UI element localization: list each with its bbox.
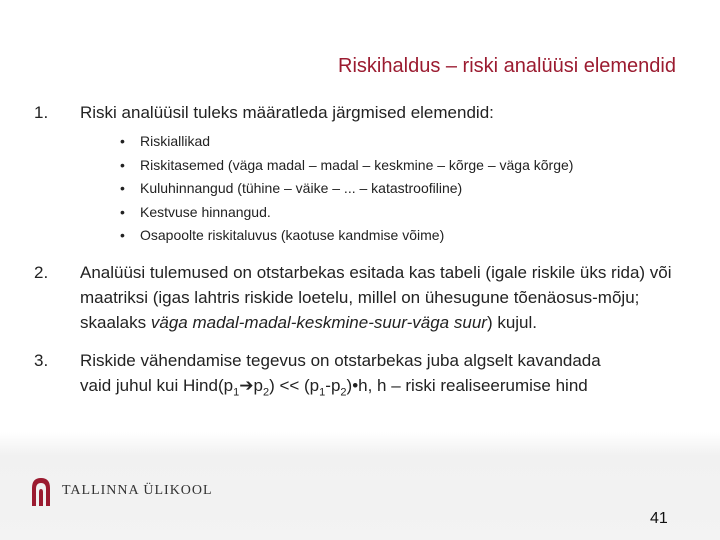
list-item-1: [34, 100, 694, 260]
bullet-icon: •: [120, 203, 125, 220]
sub-item-text: Osapoolte riskitaluvus (kaotuse kandmise võime): [140, 227, 445, 243]
bullet-icon: •: [120, 133, 125, 149]
list-number-3: 3.: [34, 350, 49, 370]
list-item-3-text: [80, 348, 694, 398]
sub-item-text: Kuluhinnangud (tühine – väike – ... – katastroofiline): [140, 180, 463, 196]
scale-text: väga madal-madal-keskmine-suur-väga suur: [150, 312, 487, 332]
sub-item-text: Riskitasemed (väga madal – madal – keskmine – kõrge – väga kõrge): [140, 156, 574, 173]
list-number-1: 1.: [34, 103, 49, 122]
subscript: 1: [319, 385, 326, 398]
page-number: 41: [650, 510, 668, 527]
list-item-1-text: Riski analüüsil tuleks määratleda järgmised elemendid:: [80, 103, 494, 122]
list-item-1-body: [80, 100, 694, 260]
slide-content: [34, 100, 694, 398]
list-item-2: [34, 260, 694, 335]
formula-part: ) << (p: [269, 375, 320, 395]
list-item-2-text: [80, 260, 694, 335]
logo-text: TALLINNA ÜLIKOOL: [62, 483, 213, 498]
subscript: 2: [340, 385, 347, 398]
sub-item-text: Riskiallikad: [140, 133, 211, 149]
list-number-2: 2.: [34, 262, 49, 282]
sub-item: [120, 224, 694, 248]
sub-item-text: Kestvuse hinnangud.: [140, 203, 271, 220]
bullet-icon: •: [120, 180, 125, 196]
arrow-right-icon: ➔: [239, 375, 254, 395]
subscript: 2: [262, 385, 270, 398]
tallinn-university-emblem-icon: [30, 476, 52, 506]
subscript: 1: [233, 385, 240, 398]
sub-item: [120, 154, 694, 178]
formula-part: p: [253, 375, 263, 395]
slide-title: Riskihaldus – riski analüüsi elemendid: [338, 55, 676, 77]
sub-item: [120, 130, 694, 154]
list-item-2-text-a: Analüüsi tulemused on otstarbekas esitada kas tabeli (igale riskile üks rida) või maatriksi (igas lahtris riskide loetelu, millel on ühesugune tõenäosus-mõju; skaalaks: [80, 262, 672, 332]
formula-part: -p: [325, 375, 341, 395]
formula-part: vaid juhul kui Hind(p: [80, 375, 234, 395]
list-item-3-line-1: Riskide vähendamise tegevus on otstarbekas juba algselt kavandada: [80, 350, 601, 370]
list-item-3: [34, 348, 694, 398]
list-item-2-text-b: ) kujul.: [486, 312, 538, 332]
formula-part: )•h, h – riski realiseerumise hind: [346, 375, 588, 395]
sub-item: [120, 177, 694, 201]
university-logo: [30, 476, 213, 506]
sub-list: [120, 130, 694, 248]
sub-item: [120, 201, 694, 225]
bullet-icon: •: [120, 227, 125, 243]
bullet-icon: •: [120, 156, 125, 173]
